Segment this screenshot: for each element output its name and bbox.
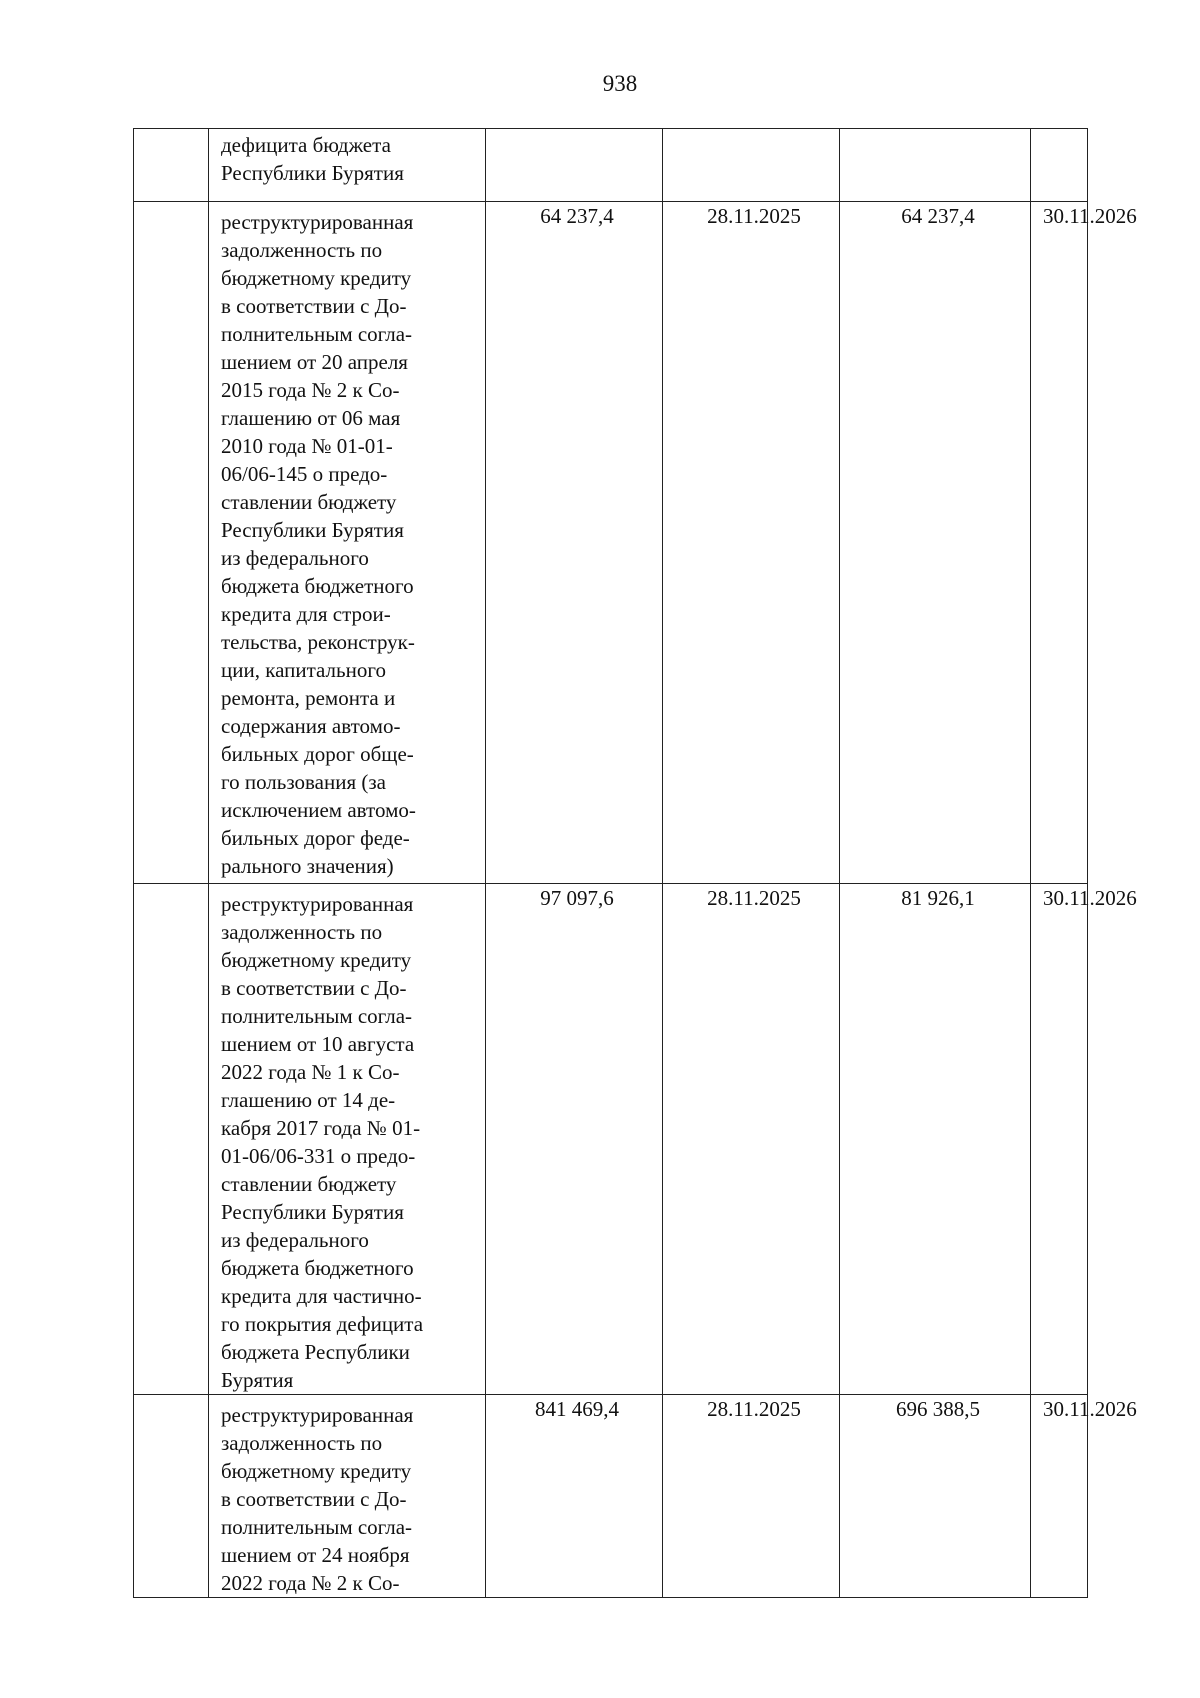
amount-cell: 64 237,4 [486,202,663,884]
description-cell: дефицита бюджета Республики Бурятия [209,129,486,202]
amount-restructured-cell: 696 388,5 [840,1395,1031,1598]
date-cell: 28.11.2025 [663,884,840,1395]
row-number-cell [134,129,209,202]
table-row [134,129,1088,202]
page-number: 938 [602,71,638,96]
row-number-cell [134,202,209,884]
table-row [134,884,1088,1395]
amount-cell [486,129,663,202]
amount-restructured-cell: 64 237,4 [840,202,1031,884]
row-number-cell [134,884,209,1395]
amount-cell: 97 097,6 [486,884,663,1395]
table-row [134,1395,1088,1598]
debt-table [133,128,1137,1598]
table-row [134,202,1088,884]
description-cell: реструктурированная задолженность по бюджетному кредиту в соответствии с До- полнительным согла- шением от 20 апреля 2015 года № 2 к Со- глашению от 06 мая 2010 года № 01-01- 06/06-145 о предо- ставлении бюджету Республики Бурятия из федерального бюджета бюджетного кредита для строи- тельства, реконструк- ции, капитального ремонта, ремонта и содержания автомо- бильных дорог обще- го пользования (за исключением автомо- бильных дорог феде- рального значения) [209,202,486,884]
repayment-date-cell: 30.11.2026 [1031,202,1088,884]
description-cell: реструктурированная задолженность по бюджетному кредиту в соответствии с До- полнительным согла- шением от 24 ноября 2022 года № 2 к Со- [209,1395,486,1598]
amount-cell: 841 469,4 [486,1395,663,1598]
date-cell: 28.11.2025 [663,1395,840,1598]
description-cell: реструктурированная задолженность по бюджетному кредиту в соответствии с До- полнительным согла- шением от 10 августа 2022 года № 1 к Со- глашению от 14 де- кабря 2017 года № 01- 01-06/06-331 о предо- ставлении бюджету Республики Бурятия из федерального бюджета бюджетного кредита для частично- го покрытия дефицита бюджета Республики Бурятия [209,884,486,1395]
date-cell: 28.11.2025 [663,202,840,884]
repayment-date-cell: 30.11.2026 [1031,1395,1088,1598]
date-cell [663,129,840,202]
amount-restructured-cell [840,129,1031,202]
row-number-cell [134,1395,209,1598]
repayment-date-cell [1031,129,1088,202]
repayment-date-cell: 30.11.2026 [1031,884,1088,1395]
amount-restructured-cell: 81 926,1 [840,884,1031,1395]
